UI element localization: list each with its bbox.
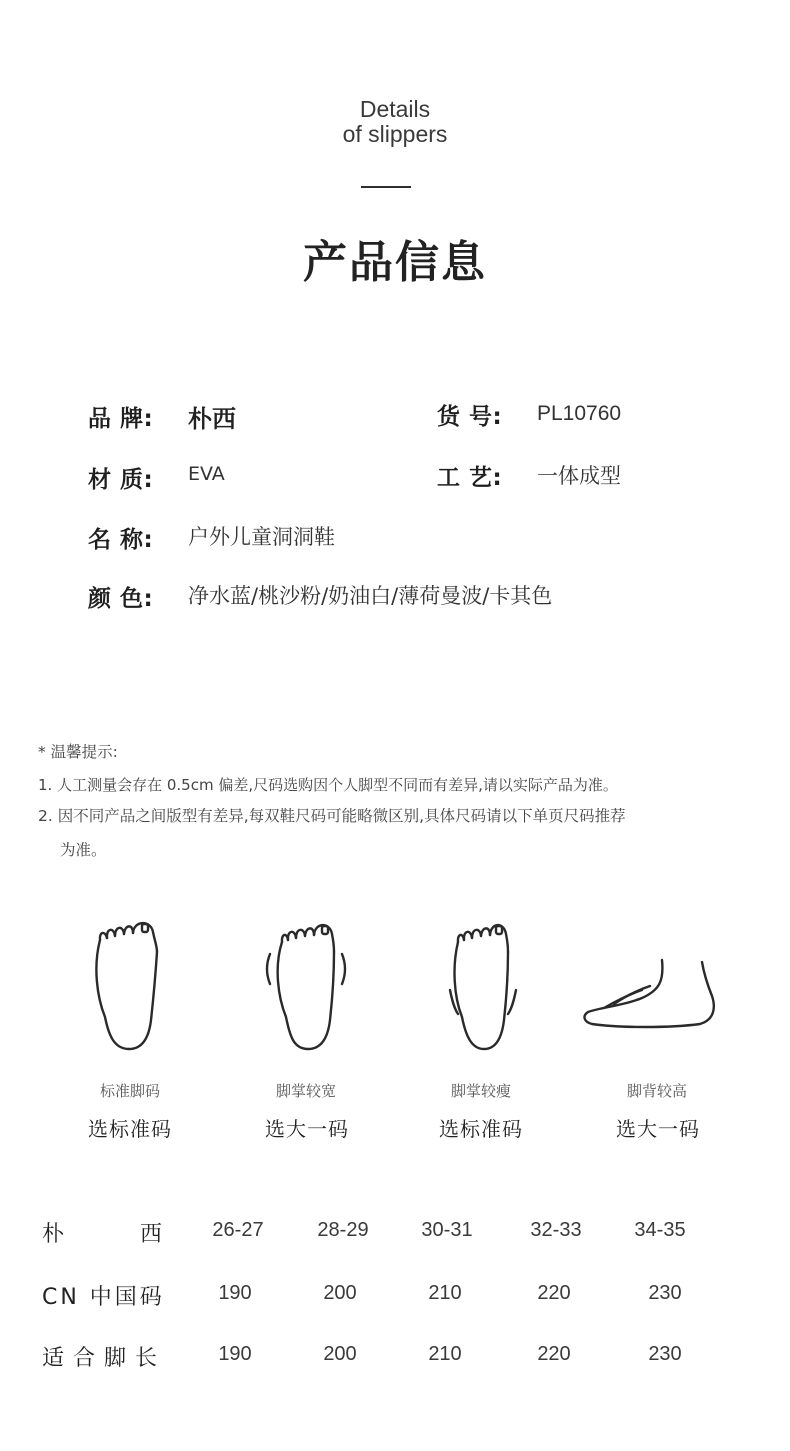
high-instep-foot-icon <box>580 950 720 1040</box>
name-label: 名 称: <box>88 527 154 553</box>
craft-label: 工 艺: <box>437 465 503 491</box>
page-title: 产品信息 <box>303 237 487 288</box>
foot-length-cell: 190 <box>218 1343 252 1365</box>
foot-type-label: 脚背较高 <box>626 1082 687 1100</box>
foot-recommendation: 选标准码 <box>88 1117 172 1141</box>
color-value: 净水蓝/桃沙粉/奶油白/薄荷曼波/卡其色 <box>188 584 553 608</box>
brand-size-cell: 26-27 <box>212 1219 264 1241</box>
sku-label: 货 号: <box>437 404 503 430</box>
foot-recommendation: 选大一码 <box>616 1117 700 1141</box>
notes-line2-cont: 为准。 <box>60 841 107 859</box>
foot-length-row-label: 适 合 脚 长 <box>42 1346 158 1371</box>
brand-label: 品 牌: <box>88 406 154 432</box>
brand-size-cell: 30-31 <box>421 1219 473 1241</box>
name-value: 户外儿童洞洞鞋 <box>188 525 335 549</box>
foot-length-cell: 220 <box>537 1343 571 1365</box>
brand-size-cell: 34-35 <box>634 1219 686 1241</box>
foot-recommendation: 选大一码 <box>265 1117 349 1141</box>
english-title-line2: of slippers <box>342 121 448 147</box>
brand-size-cell: 28-29 <box>317 1219 369 1241</box>
brand-row-label-right: 西 <box>140 1222 163 1247</box>
cn-size-cell: 220 <box>537 1282 571 1304</box>
sku-value: PL10760 <box>537 402 622 425</box>
foot-recommendation: 选标准码 <box>439 1117 523 1141</box>
foot-type-label: 脚掌较瘦 <box>450 1082 511 1100</box>
narrow-foot-icon <box>440 912 530 1057</box>
cn-size-cell: 210 <box>428 1282 462 1304</box>
notes-line2: 2. 因不同产品之间版型有差异,每双鞋尺码可能略微区别,具体尺码请以下单页尺码推荐 <box>38 807 626 825</box>
brand-value: 朴西 <box>188 405 236 433</box>
craft-value: 一体成型 <box>537 464 621 488</box>
cn-size-cell: 230 <box>648 1282 682 1304</box>
foot-type-label: 脚掌较宽 <box>275 1082 336 1100</box>
cn-row-label: CN 中国码 <box>42 1285 165 1310</box>
foot-type-label: 标准脚码 <box>99 1082 160 1100</box>
foot-length-cell: 230 <box>648 1343 682 1365</box>
cn-size-cell: 200 <box>323 1282 357 1304</box>
notes-line1: 1. 人工测量会存在 0.5cm 偏差,尺码选购因个人脚型不同而有差异,请以实际产品为准。 <box>38 776 618 794</box>
title-divider <box>361 186 411 188</box>
brand-row-label-left: 朴 <box>42 1222 65 1247</box>
material-value: EVA <box>188 463 225 485</box>
standard-foot-icon <box>85 912 175 1057</box>
english-title-line1: Details <box>359 96 431 122</box>
material-label: 材 质: <box>88 467 154 493</box>
foot-length-cell: 200 <box>323 1343 357 1365</box>
foot-length-cell: 210 <box>428 1343 462 1365</box>
cn-size-cell: 190 <box>218 1282 252 1304</box>
wide-foot-icon <box>262 912 352 1057</box>
color-label: 颜 色: <box>88 586 154 612</box>
notes-heading: * 温馨提示: <box>38 743 118 761</box>
brand-size-cell: 32-33 <box>530 1219 582 1241</box>
